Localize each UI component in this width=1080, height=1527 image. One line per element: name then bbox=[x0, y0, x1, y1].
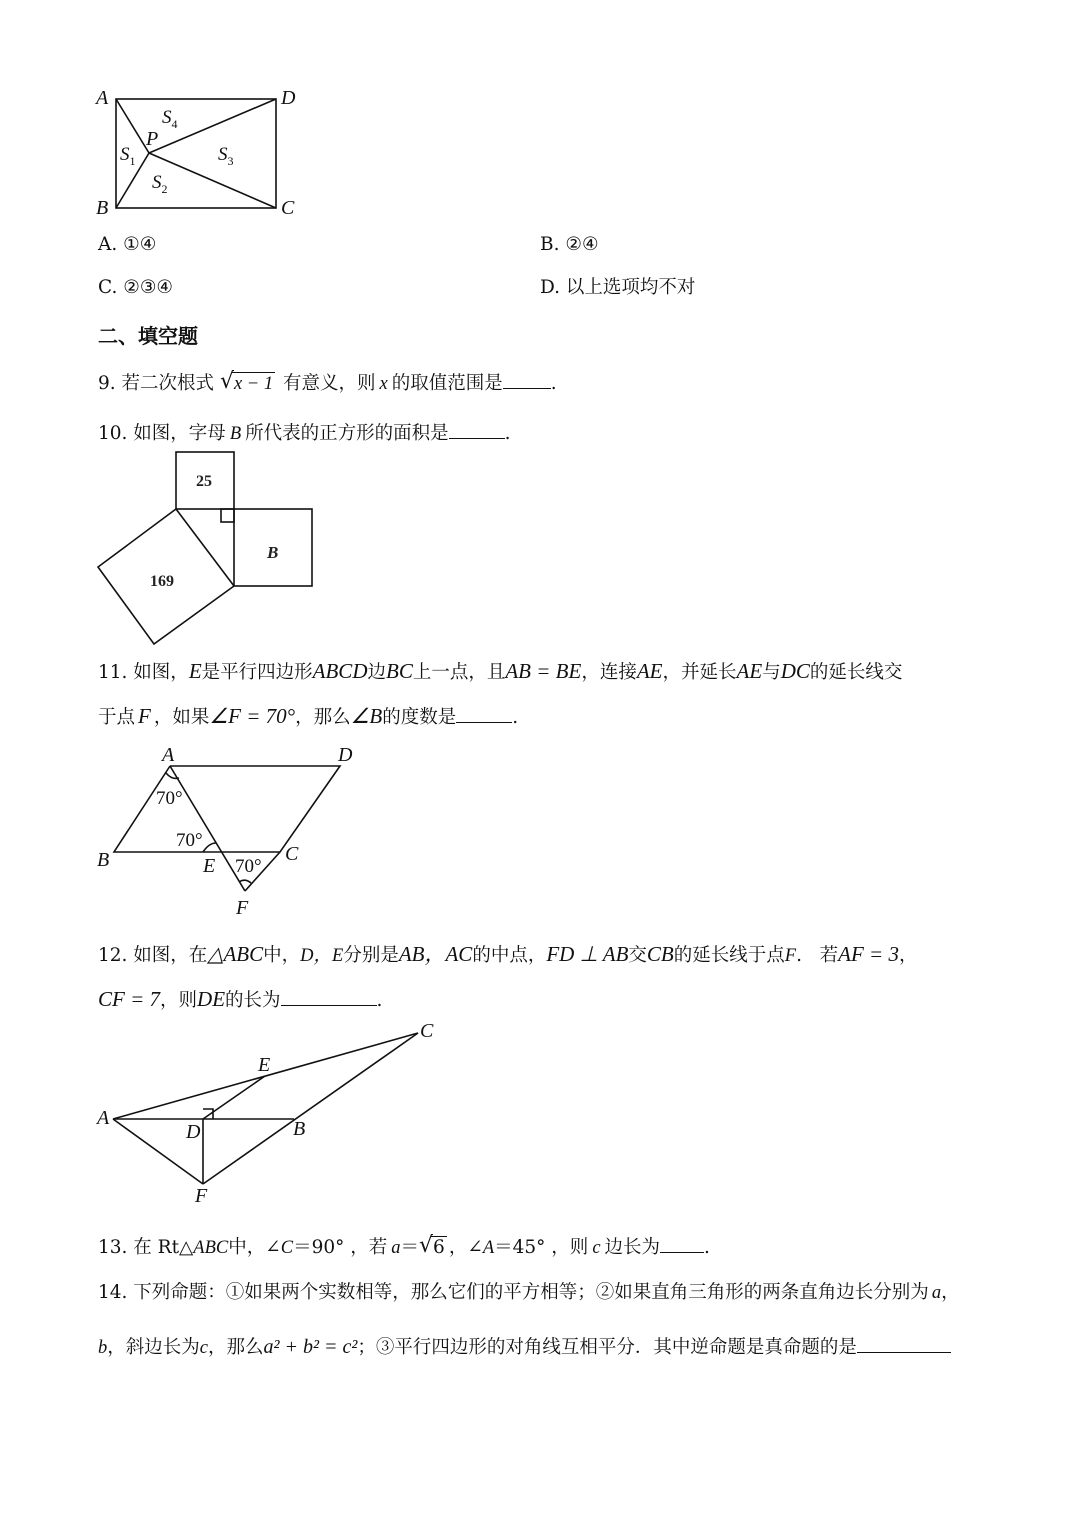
q8-region-s1: $S_1$ bbox=[120, 144, 136, 168]
q13-answer-blank[interactable] bbox=[660, 1234, 704, 1253]
q11-angle-label-2: 70° bbox=[176, 830, 203, 851]
q11-prefix: 11. 如图， bbox=[98, 662, 189, 683]
q11-t1: 是平行四边形 bbox=[201, 662, 313, 683]
q14-comma: ， bbox=[941, 1282, 960, 1303]
q12-label-b: B bbox=[293, 1118, 306, 1140]
q11-ae: AE bbox=[636, 659, 663, 683]
q12-end: . bbox=[376, 990, 383, 1011]
q14-c: c bbox=[199, 1338, 208, 1358]
q12-label-f: F bbox=[195, 1185, 208, 1207]
q9-mid: 有意义，则 bbox=[283, 373, 376, 394]
q11-t5: ，并延长 bbox=[662, 662, 737, 683]
q12-t7: ， bbox=[898, 945, 918, 966]
q12-perp: FD ⊥ AB bbox=[546, 942, 629, 966]
q11-label-b: B bbox=[97, 849, 110, 871]
q12-t1: 中， bbox=[263, 945, 301, 966]
q11-abcd: ABCD bbox=[312, 659, 368, 683]
q11-label-f: F bbox=[236, 897, 249, 919]
q12-prefix: 12. 如图，在 bbox=[98, 945, 208, 966]
q12-line-fc bbox=[203, 1033, 418, 1184]
q12-de: D，E bbox=[300, 946, 344, 966]
q13-radicand: 6 bbox=[433, 1237, 445, 1258]
q10-label-25: 25 bbox=[196, 473, 212, 490]
q13-t4: ，∠ bbox=[448, 1237, 483, 1258]
q13-a: a bbox=[391, 1238, 401, 1258]
q12-af: AF = 3 bbox=[838, 942, 899, 966]
q12-label-c: C bbox=[420, 1020, 434, 1042]
q14-t2: ，那么 bbox=[207, 1337, 264, 1358]
q10-prefix: 10. 如图，字母 bbox=[98, 423, 226, 444]
q8-option-c: C. ②③④ bbox=[98, 277, 174, 298]
q11-t8: ，如果 bbox=[153, 707, 210, 728]
q10-suffix: 所代表的正方形的面积是 bbox=[245, 423, 449, 444]
q12-t3: 的中点， bbox=[472, 945, 547, 966]
q8-label-d: D bbox=[281, 87, 296, 109]
q13-c-side: c bbox=[592, 1238, 601, 1258]
q13-abc: ABC bbox=[193, 1238, 229, 1258]
q13-t3: ＝ bbox=[400, 1237, 420, 1258]
question-14-line1 bbox=[98, 1284, 960, 1303]
question-14-line2 bbox=[98, 1334, 951, 1358]
q13-end: . bbox=[704, 1237, 710, 1258]
q14-a: a bbox=[931, 1283, 942, 1303]
question-13 bbox=[98, 1234, 710, 1258]
q14-t1: ，斜边长为 bbox=[107, 1337, 200, 1358]
q9-suffix: 的取值范围是 bbox=[391, 373, 503, 394]
q12-line-ac bbox=[113, 1033, 418, 1119]
q13-c: C bbox=[280, 1238, 294, 1258]
q13-a-angle: A bbox=[482, 1238, 495, 1258]
q12-t2: 分别是 bbox=[343, 945, 399, 966]
q8-label-a: A bbox=[96, 87, 109, 109]
q11-label-c: C bbox=[285, 843, 299, 865]
q8-label-b: B bbox=[96, 197, 109, 219]
q11-angle-b: ∠B bbox=[350, 704, 383, 728]
q13-t2: ＝90° ，若 bbox=[293, 1237, 388, 1258]
q11-t2: 边 bbox=[367, 662, 386, 683]
q12-label-d: D bbox=[186, 1121, 201, 1143]
sqrt-icon: √ bbox=[219, 369, 234, 394]
q12-cf: CF = 7 bbox=[98, 987, 161, 1011]
q14-t3: ；③平行四边形的对角线互相平分．其中逆命题是真命题的是 bbox=[357, 1337, 857, 1358]
q8-region-s4: $S_4$ bbox=[162, 107, 178, 131]
q10-label-b: B bbox=[267, 543, 279, 562]
q9-end: . bbox=[550, 373, 557, 394]
q12-f: F bbox=[784, 946, 797, 966]
q10-label-169: 169 bbox=[150, 573, 174, 590]
q8-option-d: D. 以上选项均不对 bbox=[540, 277, 696, 298]
q12-t5: 的延长线于点 bbox=[673, 945, 785, 966]
q12-t6: . 若 bbox=[796, 945, 839, 966]
q10-end: . bbox=[504, 423, 511, 444]
q11-line2-prefix: 于点 bbox=[98, 707, 136, 728]
q11-dc: DC bbox=[780, 659, 810, 683]
q11-t3: 上一点，且 bbox=[412, 662, 506, 683]
q8-option-a: A. ①④ bbox=[98, 234, 157, 255]
q14-answer-blank[interactable] bbox=[857, 1334, 951, 1353]
q12-label-e: E bbox=[258, 1054, 271, 1076]
q13-t6: 边长为 bbox=[604, 1237, 661, 1258]
q12-t4: 交 bbox=[628, 945, 647, 966]
q11-label-a: A bbox=[162, 744, 175, 766]
q11-angle-label-3: 70° bbox=[235, 856, 262, 877]
q11-angle-label-1: 70° bbox=[156, 788, 183, 809]
q8-region-s3: $S_3$ bbox=[218, 144, 234, 168]
q13-prefix: 13. 在 Rt△ bbox=[98, 1237, 194, 1258]
q9-prefix: 9. 若二次根式 bbox=[98, 373, 215, 394]
q11-angle-f: ∠F = 70° bbox=[209, 704, 296, 728]
q12-label-a: A bbox=[97, 1107, 110, 1129]
q14-line1: 14. 下列命题：①如果两个实数相等，那么它们的平方相等；②如果直角三角形的两条直角边长分别为 bbox=[98, 1282, 929, 1303]
q11-end: . bbox=[512, 707, 519, 728]
q8-region-s2: $S_2$ bbox=[152, 172, 168, 196]
sqrt-icon: √ bbox=[419, 1233, 434, 1258]
q11-t4: ，连接 bbox=[581, 662, 637, 683]
q11-bc: BC bbox=[386, 659, 413, 683]
q11-e: E bbox=[188, 659, 202, 683]
q11-f: F bbox=[138, 704, 151, 728]
q11-t10: 的度数是 bbox=[382, 707, 457, 728]
q9-radicand: x − 1 bbox=[233, 374, 274, 394]
q10-var: B bbox=[229, 424, 242, 444]
q8-option-b: B. ②④ bbox=[540, 234, 599, 255]
q14-b: b bbox=[98, 1338, 108, 1358]
q11-eq1: AB = BE bbox=[505, 659, 582, 683]
q9-var: x bbox=[379, 374, 388, 394]
q13-sqrt bbox=[419, 1233, 445, 1258]
q12-t9: 的长为 bbox=[225, 990, 281, 1011]
q8-label-p: P bbox=[146, 128, 159, 150]
q11-label-d: D bbox=[338, 744, 353, 766]
q11-t6: 与 bbox=[762, 662, 781, 683]
q12-cb: CB bbox=[646, 942, 674, 966]
q13-t5: ＝45° ，则 bbox=[494, 1237, 589, 1258]
q11-label-e: E bbox=[203, 855, 216, 877]
q12-abac: AB，AC bbox=[398, 942, 473, 966]
q14-eq: a² + b² = c² bbox=[263, 1336, 358, 1358]
q8-label-c: C bbox=[281, 197, 295, 219]
q11-t7: 的延长线交 bbox=[809, 662, 903, 683]
q12-t8: ，则 bbox=[160, 990, 198, 1011]
section-title: 二、填空题 bbox=[98, 324, 198, 348]
q12-tri: △ABC bbox=[207, 942, 264, 966]
q11-ae2: AE bbox=[736, 659, 763, 683]
q11-t9: ，那么 bbox=[295, 707, 351, 728]
q13-t1: 中，∠ bbox=[228, 1237, 281, 1258]
q12-de2: DE bbox=[197, 987, 226, 1011]
